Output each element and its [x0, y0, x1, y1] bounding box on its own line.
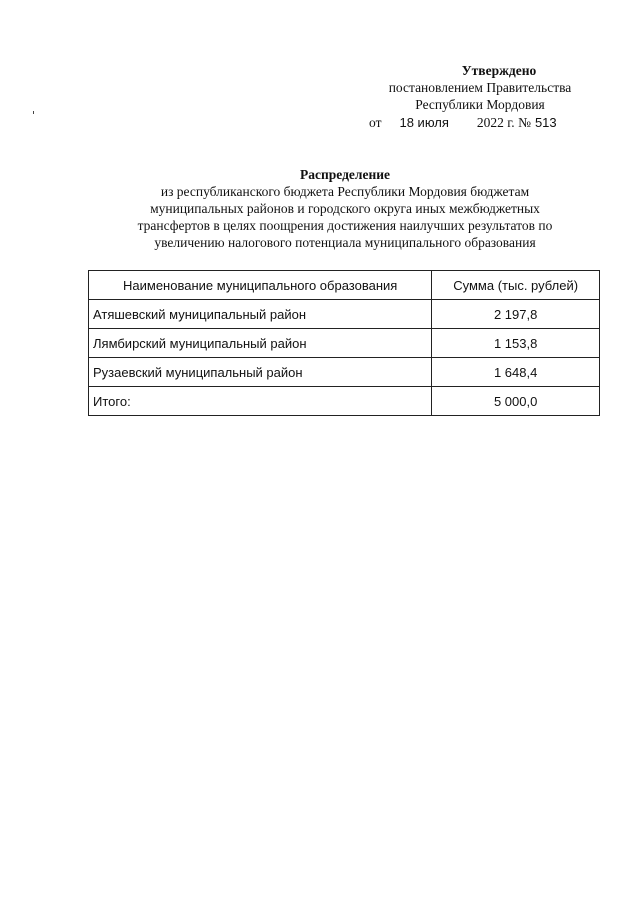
decree-number: 513 [534, 115, 557, 130]
document-title: Распределение [299, 167, 391, 182]
heading-line: из республиканского бюджета Республики Мордовия бюджетам [160, 184, 530, 199]
heading-line: увеличению налогового потенциала муниципального образования [154, 235, 536, 250]
total-sum: 5 000,0 [432, 387, 600, 416]
municipality-sum: 1 648,4 [432, 358, 600, 387]
municipality-sum: 2 197,8 [432, 300, 600, 329]
decree-year: 2022 г. [476, 115, 515, 130]
column-header-name: Наименование муниципального образования [89, 271, 432, 300]
municipality-sum: 1 153,8 [432, 329, 600, 358]
table-header-row [89, 271, 600, 300]
heading-line: муниципальных районов и городского округа иных межбюджетных [150, 201, 540, 216]
from-word: от [369, 115, 382, 130]
table-row [89, 358, 600, 387]
decree-day-month: 18 июля [399, 115, 449, 130]
table-row [89, 300, 600, 329]
approved-label: Утверждено [461, 63, 537, 78]
municipality-name: Рузаевский муниципальный район [89, 358, 432, 387]
document-heading [90, 166, 600, 251]
total-label: Итого: [89, 387, 432, 416]
total-row [89, 387, 600, 416]
municipality-name: Лямбирский муниципальный район [89, 329, 432, 358]
number-sign: № [518, 115, 531, 130]
heading-line: трансфертов в целях поощрения достижения наилучших результатов по [137, 218, 553, 233]
scan-speck [33, 111, 34, 114]
distribution-table [88, 270, 600, 416]
approval-line-1: постановлением Правительства [388, 80, 572, 95]
approval-block [360, 62, 600, 113]
municipality-name: Атяшевский муниципальный район [89, 300, 432, 329]
approval-line-2: Республики Мордовия [415, 97, 545, 112]
column-header-sum: Сумма (тыс. рублей) [432, 271, 600, 300]
decree-date-number [369, 114, 557, 131]
table-row [89, 329, 600, 358]
